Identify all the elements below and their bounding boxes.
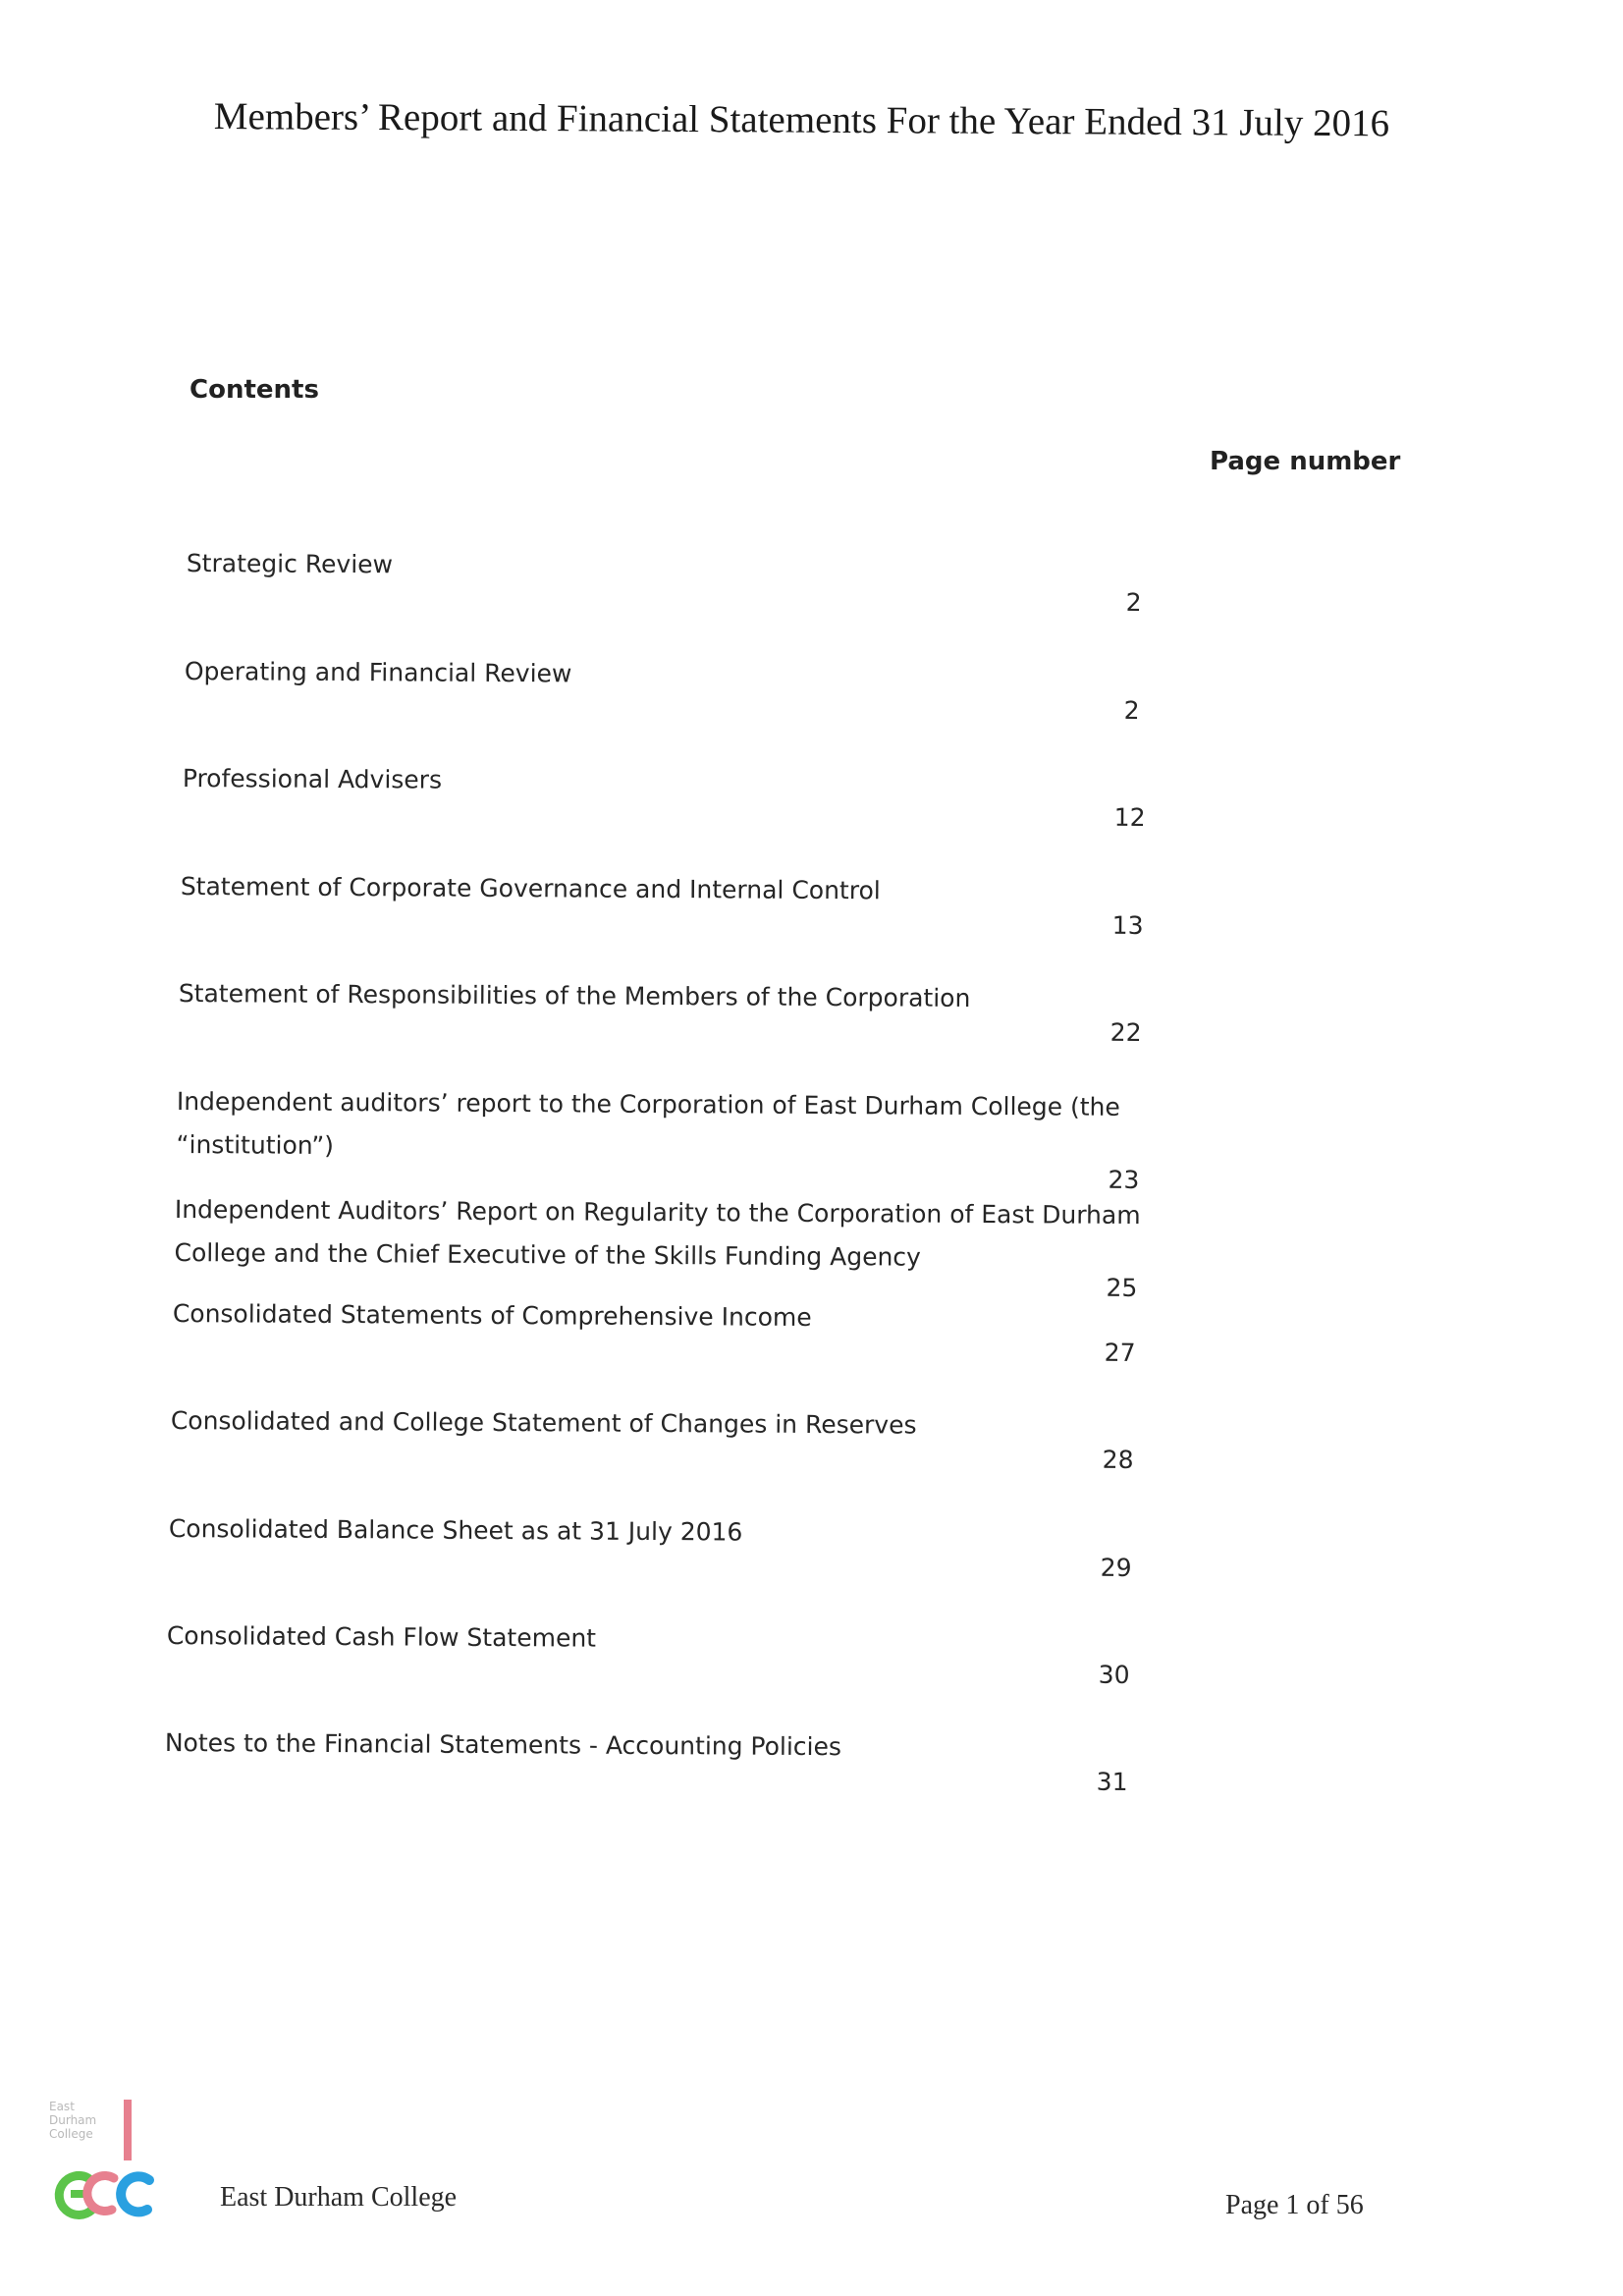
toc-entry-title: Consolidated Statements of Comprehensive Income bbox=[172, 1298, 812, 1332]
toc-entry-title: Consolidated and College Statement of Changes in Reserves bbox=[170, 1405, 917, 1440]
toc-entry[interactable] bbox=[165, 1722, 1245, 1797]
toc-entry-page: 12 bbox=[1113, 802, 1146, 832]
toc-entry-page: 28 bbox=[1102, 1445, 1134, 1474]
toc-entry-page: 2 bbox=[1125, 587, 1142, 617]
toc-entry[interactable] bbox=[174, 1188, 1255, 1303]
toc-entry-title: Statement of Responsibilities of the Members of the Corporation bbox=[178, 978, 971, 1012]
logo-mark-icon bbox=[49, 2100, 162, 2222]
toc-entry-title: Independent auditors’ report to the Corporation of East Durham College (the “institution”) bbox=[176, 1086, 1120, 1160]
logo-wordmark: East Durham College bbox=[49, 2100, 97, 2141]
toc-entry-page: 2 bbox=[1123, 695, 1140, 725]
toc-entry-title: Strategic Review bbox=[186, 548, 394, 579]
footer-page-number: Page 1 of 56 bbox=[1225, 2190, 1364, 2220]
toc-entry-title: Independent Auditors’ Report on Regularity to the Corporation of East Durham College and the Chief Executive of the Skills Funding Agency bbox=[174, 1194, 1141, 1272]
toc-entry-title: Notes to the Financial Statements - Accounting Policies bbox=[164, 1727, 842, 1762]
document-title: Members’ Report and Financial Statements For the Year Ended 31 July 2016 bbox=[213, 94, 1390, 145]
footer-college-name: East Durham College bbox=[220, 2182, 458, 2213]
toc-entry-title: Statement of Corporate Governance and Internal Control bbox=[180, 871, 881, 905]
toc-entry[interactable] bbox=[187, 542, 1267, 618]
college-logo bbox=[49, 2100, 162, 2222]
toc-entry[interactable] bbox=[176, 1080, 1257, 1195]
toc-entry-page: 13 bbox=[1111, 910, 1144, 940]
toc-entry-page: 29 bbox=[1100, 1553, 1132, 1582]
toc-entry[interactable] bbox=[171, 1399, 1251, 1475]
contents-heading: Contents bbox=[189, 375, 319, 405]
toc-entry[interactable] bbox=[183, 757, 1263, 833]
toc-entry[interactable] bbox=[181, 865, 1261, 941]
toc-entry-page: 30 bbox=[1098, 1660, 1130, 1689]
toc-entry-page: 23 bbox=[1108, 1165, 1140, 1194]
toc-entry-page: 31 bbox=[1096, 1767, 1128, 1796]
toc-entry[interactable] bbox=[185, 650, 1265, 726]
toc-entry[interactable] bbox=[167, 1614, 1247, 1690]
toc-entry[interactable] bbox=[173, 1292, 1253, 1368]
toc-entry-title: Consolidated Cash Flow Statement bbox=[166, 1620, 597, 1653]
toc-entry-title: Professional Advisers bbox=[182, 763, 443, 794]
toc-entry-title: Operating and Financial Review bbox=[184, 656, 572, 688]
toc-entry-page: 25 bbox=[1106, 1273, 1138, 1302]
toc-entry[interactable] bbox=[169, 1507, 1249, 1583]
toc-entry-title: Consolidated Balance Sheet as at 31 July 2016 bbox=[168, 1513, 743, 1547]
toc-entry-page: 27 bbox=[1104, 1338, 1136, 1367]
toc-entry[interactable] bbox=[179, 972, 1259, 1048]
toc-entry-page: 22 bbox=[1109, 1017, 1142, 1047]
page-number-heading: Page number bbox=[1210, 447, 1401, 476]
